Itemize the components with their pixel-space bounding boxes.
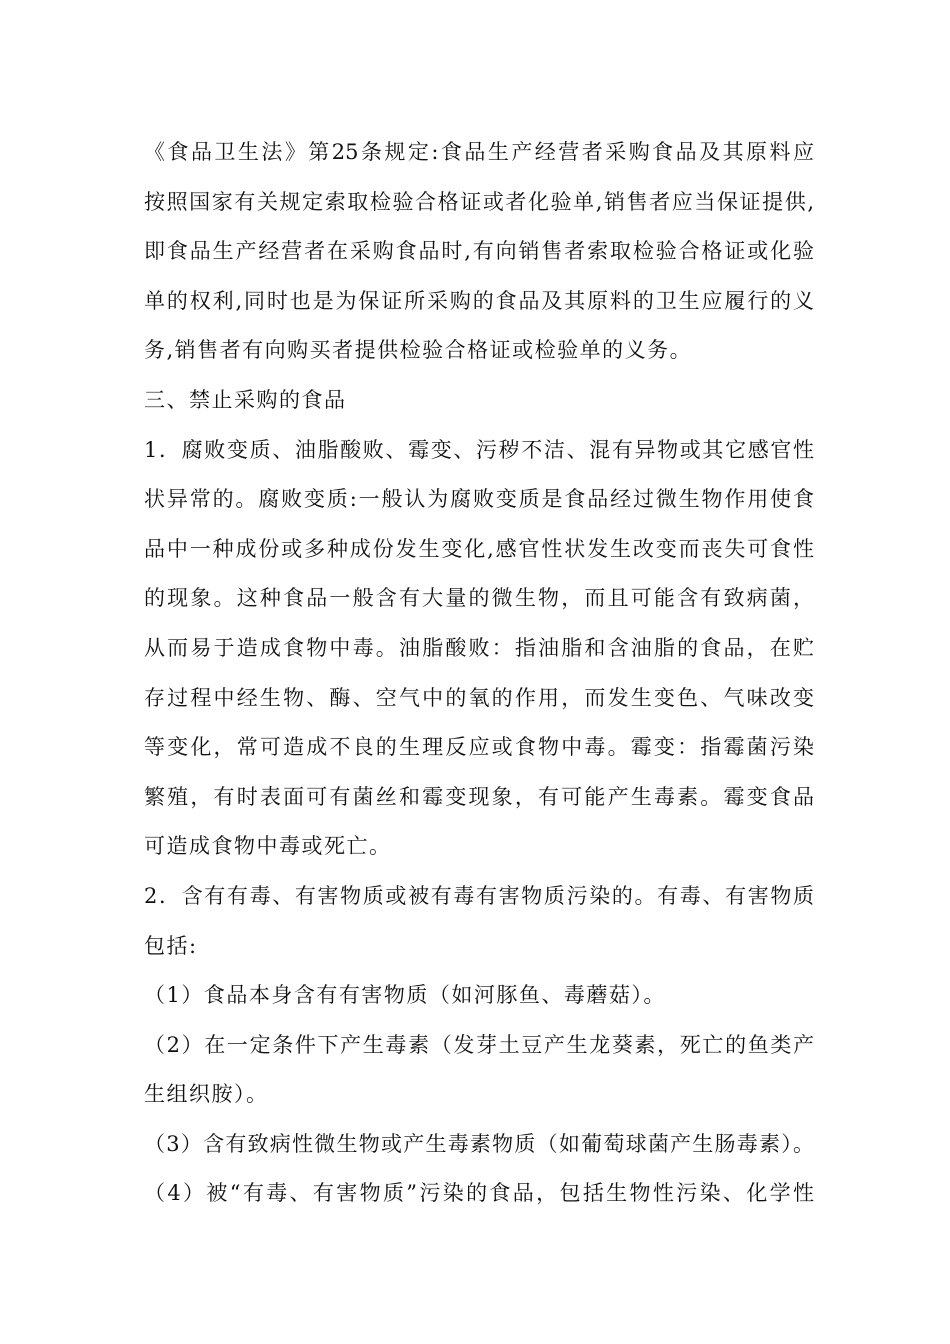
- paragraph-line: 的现象。这种食品一般含有大量的微生物，而且可能含有致病菌，: [144, 586, 814, 611]
- list-item: （2）在一定条件下产生毒素（发芽土豆产生龙葵素，死亡的鱼类产: [144, 1032, 814, 1057]
- paragraph-line: 状异常的。腐败变质:一般认为腐败变质是食品经过微生物作用使食: [144, 487, 814, 512]
- paragraph-line: 包括:: [144, 933, 198, 958]
- paragraph-line: 即食品生产经营者在采购食品时,有向销售者索取检验合格证或化验: [144, 239, 814, 264]
- paragraph-line: 1．腐败变质、油脂酸败、霉变、污秽不洁、混有异物或其它感官性: [144, 437, 814, 462]
- paragraph-line: 繁殖，有时表面可有菌丝和霉变现象，有可能产生毒素。霉变食品: [144, 784, 814, 809]
- paragraph-line: 存过程中经生物、酶、空气中的氧的作用，而发生变色、气味改变: [144, 685, 814, 710]
- paragraph-line: 可造成食物中毒或死亡。: [144, 834, 392, 859]
- paragraph-line: 务,销售者有向购买者提供检验合格证或检验单的义务。: [144, 338, 693, 363]
- list-item: （1）食品本身含有有害物质（如河豚鱼、毒蘑菇）。: [144, 983, 666, 1008]
- paragraph-line: 《食品卫生法》第25条规定:食品生产经营者采购食品及其原料应: [144, 140, 814, 164]
- list-item: 生组织胺）。: [144, 1082, 269, 1107]
- paragraph-line: 从而易于造成食物中毒。油脂酸败：指油脂和含油脂的食品，在贮: [144, 635, 814, 660]
- paragraph-line: 品中一种成份或多种成份发生变化,感官性状发生改变而丧失可食性: [144, 536, 814, 561]
- paragraph-line: 2．含有有毒、有害物质或被有毒有害物质污染的。有毒、有害物质: [144, 883, 814, 908]
- list-item: （4）被“有毒、有害物质”污染的食品，包括生物性污染、化学性: [144, 1181, 814, 1206]
- paragraph-line: 单的权利,同时也是为保证所采购的食品及其原料的卫生应履行的义: [144, 288, 814, 313]
- section-heading: 三、禁止采购的食品: [144, 387, 347, 412]
- list-item: （3）含有致病性微生物或产生毒素物质（如葡萄球菌产生肠毒素）。: [144, 1131, 814, 1156]
- paragraph-line: 等变化，常可造成不良的生理反应或食物中毒。霉变：指霉菌污染: [144, 735, 814, 760]
- paragraph-line: 按照国家有关规定索取检验合格证或者化验单,销售者应当保证提供,: [144, 189, 814, 214]
- document-body: [144, 128, 814, 1219]
